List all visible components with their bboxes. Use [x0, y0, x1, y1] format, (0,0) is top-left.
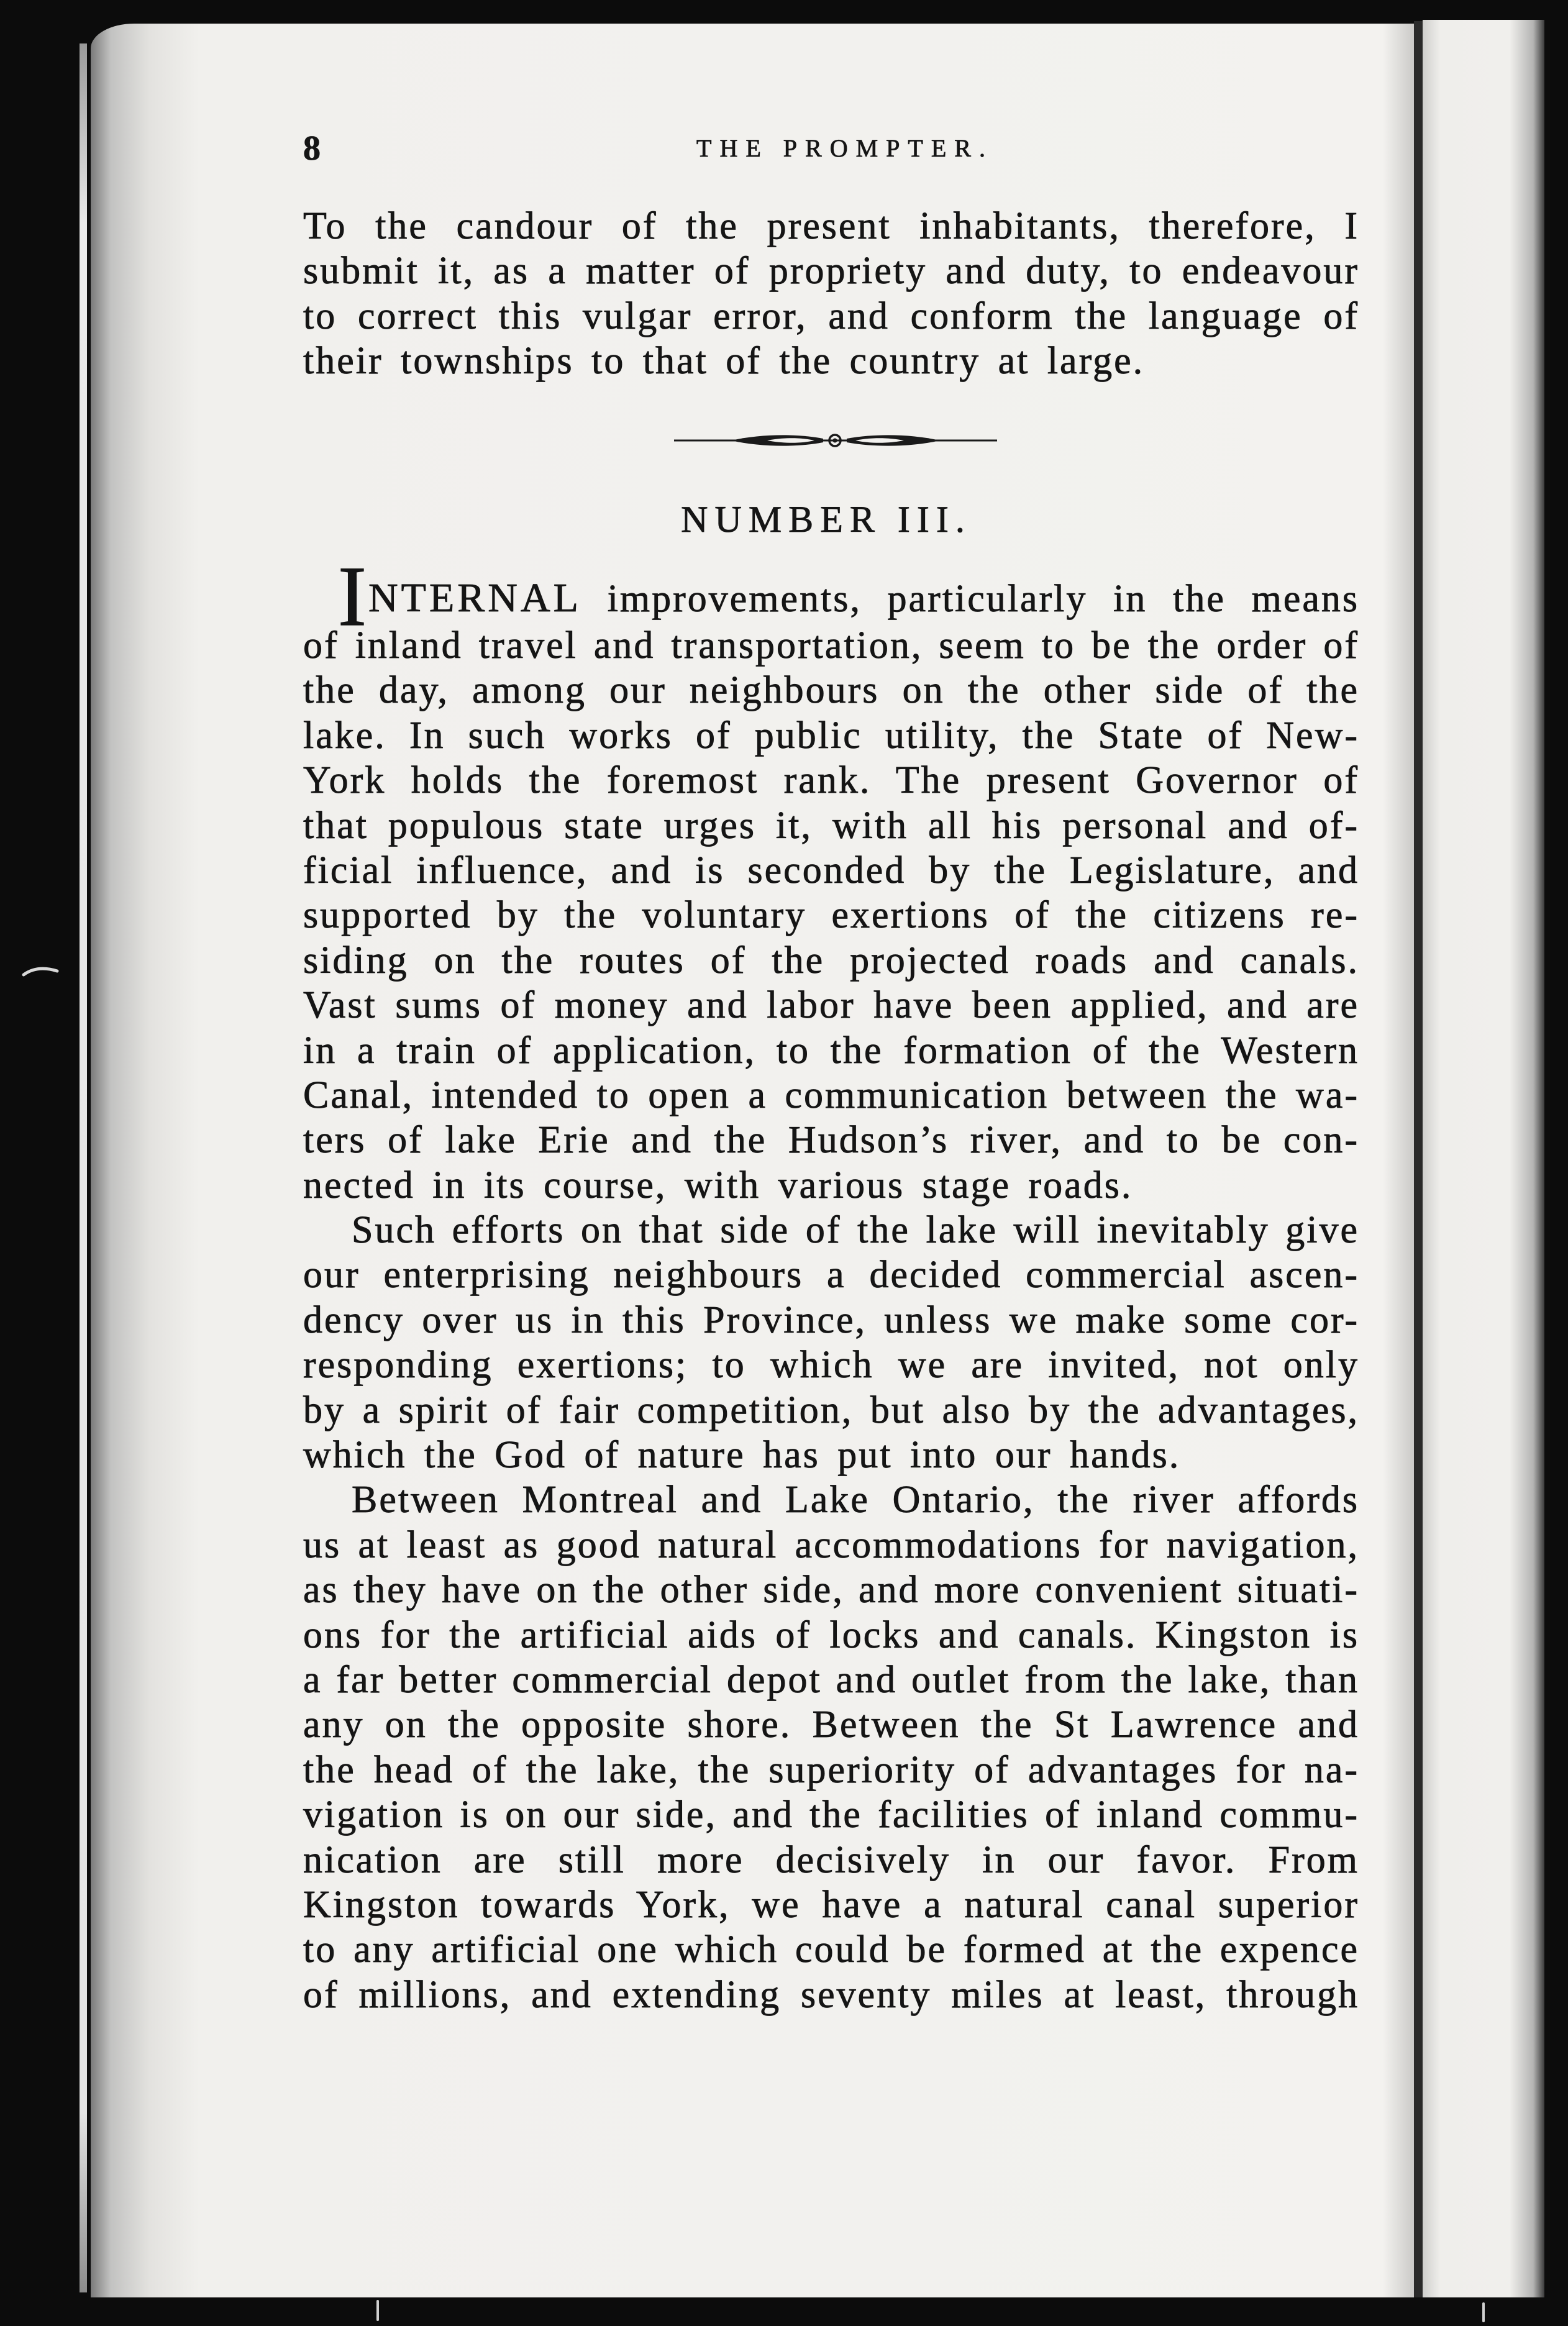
text-line: lake. In such works of public utility, the State of New-: [303, 714, 1359, 757]
text-line: To the candour of the present inhabitants, therefore, I: [303, 205, 1359, 247]
section-heading: NUMBER III.: [681, 499, 972, 540]
section-body: [303, 549, 1360, 2017]
gutter-shadow: [1383, 24, 1414, 2297]
text-line: to any artificial one which could be formed at the expence: [303, 1928, 1359, 1971]
text-line: of millions, and extending seventy miles at least, through: [303, 1973, 1359, 2016]
text-line: Canal, intended to open a communication between the wa-: [303, 1074, 1359, 1116]
scan-mark-bottom-left: [373, 2300, 383, 2322]
text-line: in a train of application, to the formation of the Western: [303, 1029, 1359, 1072]
opening-line-rest: improvements, particularly in the means: [607, 578, 1360, 620]
text-line: as they have on the other side, and more convenient situati-: [303, 1569, 1359, 1612]
text-line: our enterprising neighbours a decided commercial ascen-: [303, 1254, 1359, 1297]
text-line: Such efforts on that side of the lake will inevitably give: [352, 1209, 1359, 1252]
binding-gutter: [1414, 21, 1423, 2297]
text-line: a far better commercial depot and outlet from the lake, than: [303, 1658, 1359, 1701]
opening-small-caps: NTERNAL: [368, 575, 581, 621]
text-line: vigation is on our side, and the facilities of inland commu-: [303, 1794, 1359, 1836]
scan-mark-left: [19, 960, 62, 985]
text-line: submit it, as a matter of propriety and duty, to endeavour: [303, 250, 1359, 293]
page-number: 8: [303, 129, 321, 168]
text-line: by a spirit of fair competition, but also by the advantages,: [303, 1389, 1359, 1431]
opening-line: [303, 549, 1360, 644]
intro-paragraph: [303, 204, 1359, 384]
text-line: siding on the routes of the projected roads and canals.: [303, 939, 1359, 982]
text-line: of inland travel and transportation, seem to be the order of: [303, 624, 1359, 667]
text-line: supported by the voluntary exertions of the citizens re-: [303, 894, 1359, 937]
text-line: which the God of nature has put into our hands.: [303, 1434, 1181, 1477]
text-line: that populous state urges it, with all his personal and of-: [303, 804, 1359, 847]
text-line: any on the opposite shore. Between the St Lawrence and: [303, 1703, 1359, 1746]
text-line: responding exertions; to which we are invited, not only: [303, 1344, 1359, 1387]
text-line: the head of the lake, the superiority of advantages for na-: [303, 1748, 1359, 1791]
text-line: nication are still more decisively in our favor. From: [303, 1838, 1359, 1881]
text-line: Vast sums of money and labor have been applied, and are: [303, 984, 1359, 1027]
text-line: to correct this vulgar error, and conform the language of: [303, 294, 1359, 337]
text-line: their townships to that of the country at large.: [303, 340, 1145, 383]
section-divider-ornament: [674, 431, 997, 450]
text-line: Between Montreal and Lake Ontario, the river affords: [352, 1479, 1359, 1521]
text-line: ters of lake Erie and the Hudson’s river, and to be con-: [303, 1119, 1359, 1162]
text-line: the day, among our neighbours on the other side of the: [303, 669, 1359, 712]
text-line: York holds the foremost rank. The present Governor of: [303, 759, 1359, 802]
facing-page-edge: [1423, 20, 1544, 2297]
text-line: Kingston towards York, we have a natural canal superior: [303, 1883, 1359, 1926]
text-line: ons for the artificial aids of locks and canals. Kingston is: [303, 1613, 1359, 1656]
scan-mark-bottom-right: [1479, 2302, 1488, 2324]
text-line: ficial influence, and is seconded by the Legislature, and: [303, 849, 1359, 892]
text-line: nected in its course, with various stage roads.: [303, 1164, 1133, 1206]
ornamental-initial: I: [338, 549, 368, 644]
text-line: us at least as good natural accommodations for navigation,: [303, 1523, 1359, 1566]
text-line: dency over us in this Province, unless we make some cor-: [303, 1298, 1359, 1341]
running-title: THE PROMPTER.: [696, 134, 993, 162]
page-edge-highlight: [80, 43, 87, 2292]
